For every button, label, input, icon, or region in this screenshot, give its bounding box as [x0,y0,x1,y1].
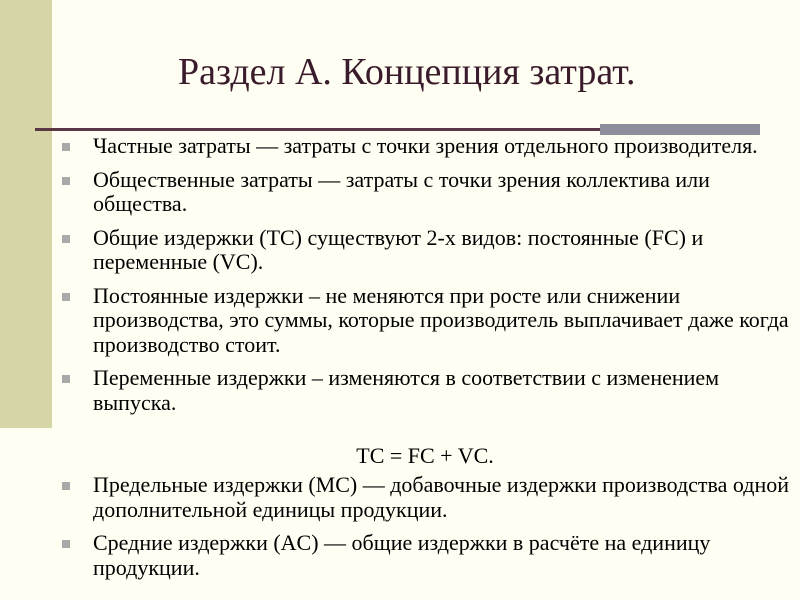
cost-formula: TC = FC + VC. [356,443,494,468]
bullet-text: Общественные затраты — затраты с точки зрения коллектива или общества. [93,166,710,216]
square-bullet-icon [62,143,70,151]
bullet-item-private-costs [60,134,790,159]
bullet-item-marginal-costs [60,473,790,522]
side-decor-band [0,0,52,428]
bullet-text: Постоянные издержки – не меняются при росте или снижении производства, это суммы, которые производитель выплачивает даже когда производство стоит. [93,282,789,357]
square-bullet-icon [62,235,70,243]
slide-title: Раздел А. Концепция затрат. [178,51,636,93]
title-divider-line [35,128,600,131]
square-bullet-icon [62,540,70,548]
bullet-text: Частные затраты — затраты с точки зрения отдельного производителя. [93,133,758,158]
bullet-text: Предельные издержки (MC) — добавочные издержки производства одной дополнительной единицы продукции. [93,472,789,522]
bullet-item-variable-costs [60,366,790,415]
bullet-item-total-costs [60,226,790,275]
bullet-item-social-costs [60,168,790,217]
bullet-list-continued [60,473,790,589]
bullet-text: Переменные издержки – изменяются в соответствии с изменением выпуска. [93,365,720,415]
bullet-item-fixed-costs [60,284,790,358]
bullet-text: Средние издержки (AC) — общие издержки в расчёте на единицу продукции. [93,530,711,580]
bullet-text: Общие издержки (TC) существуют 2-х видов: постоянные (FC) и переменные (VC). [93,224,704,274]
bullet-item-average-costs [60,531,790,580]
square-bullet-icon [62,293,70,301]
square-bullet-icon [62,177,70,185]
bullet-list [60,134,790,424]
square-bullet-icon [62,375,70,383]
square-bullet-icon [62,482,70,490]
